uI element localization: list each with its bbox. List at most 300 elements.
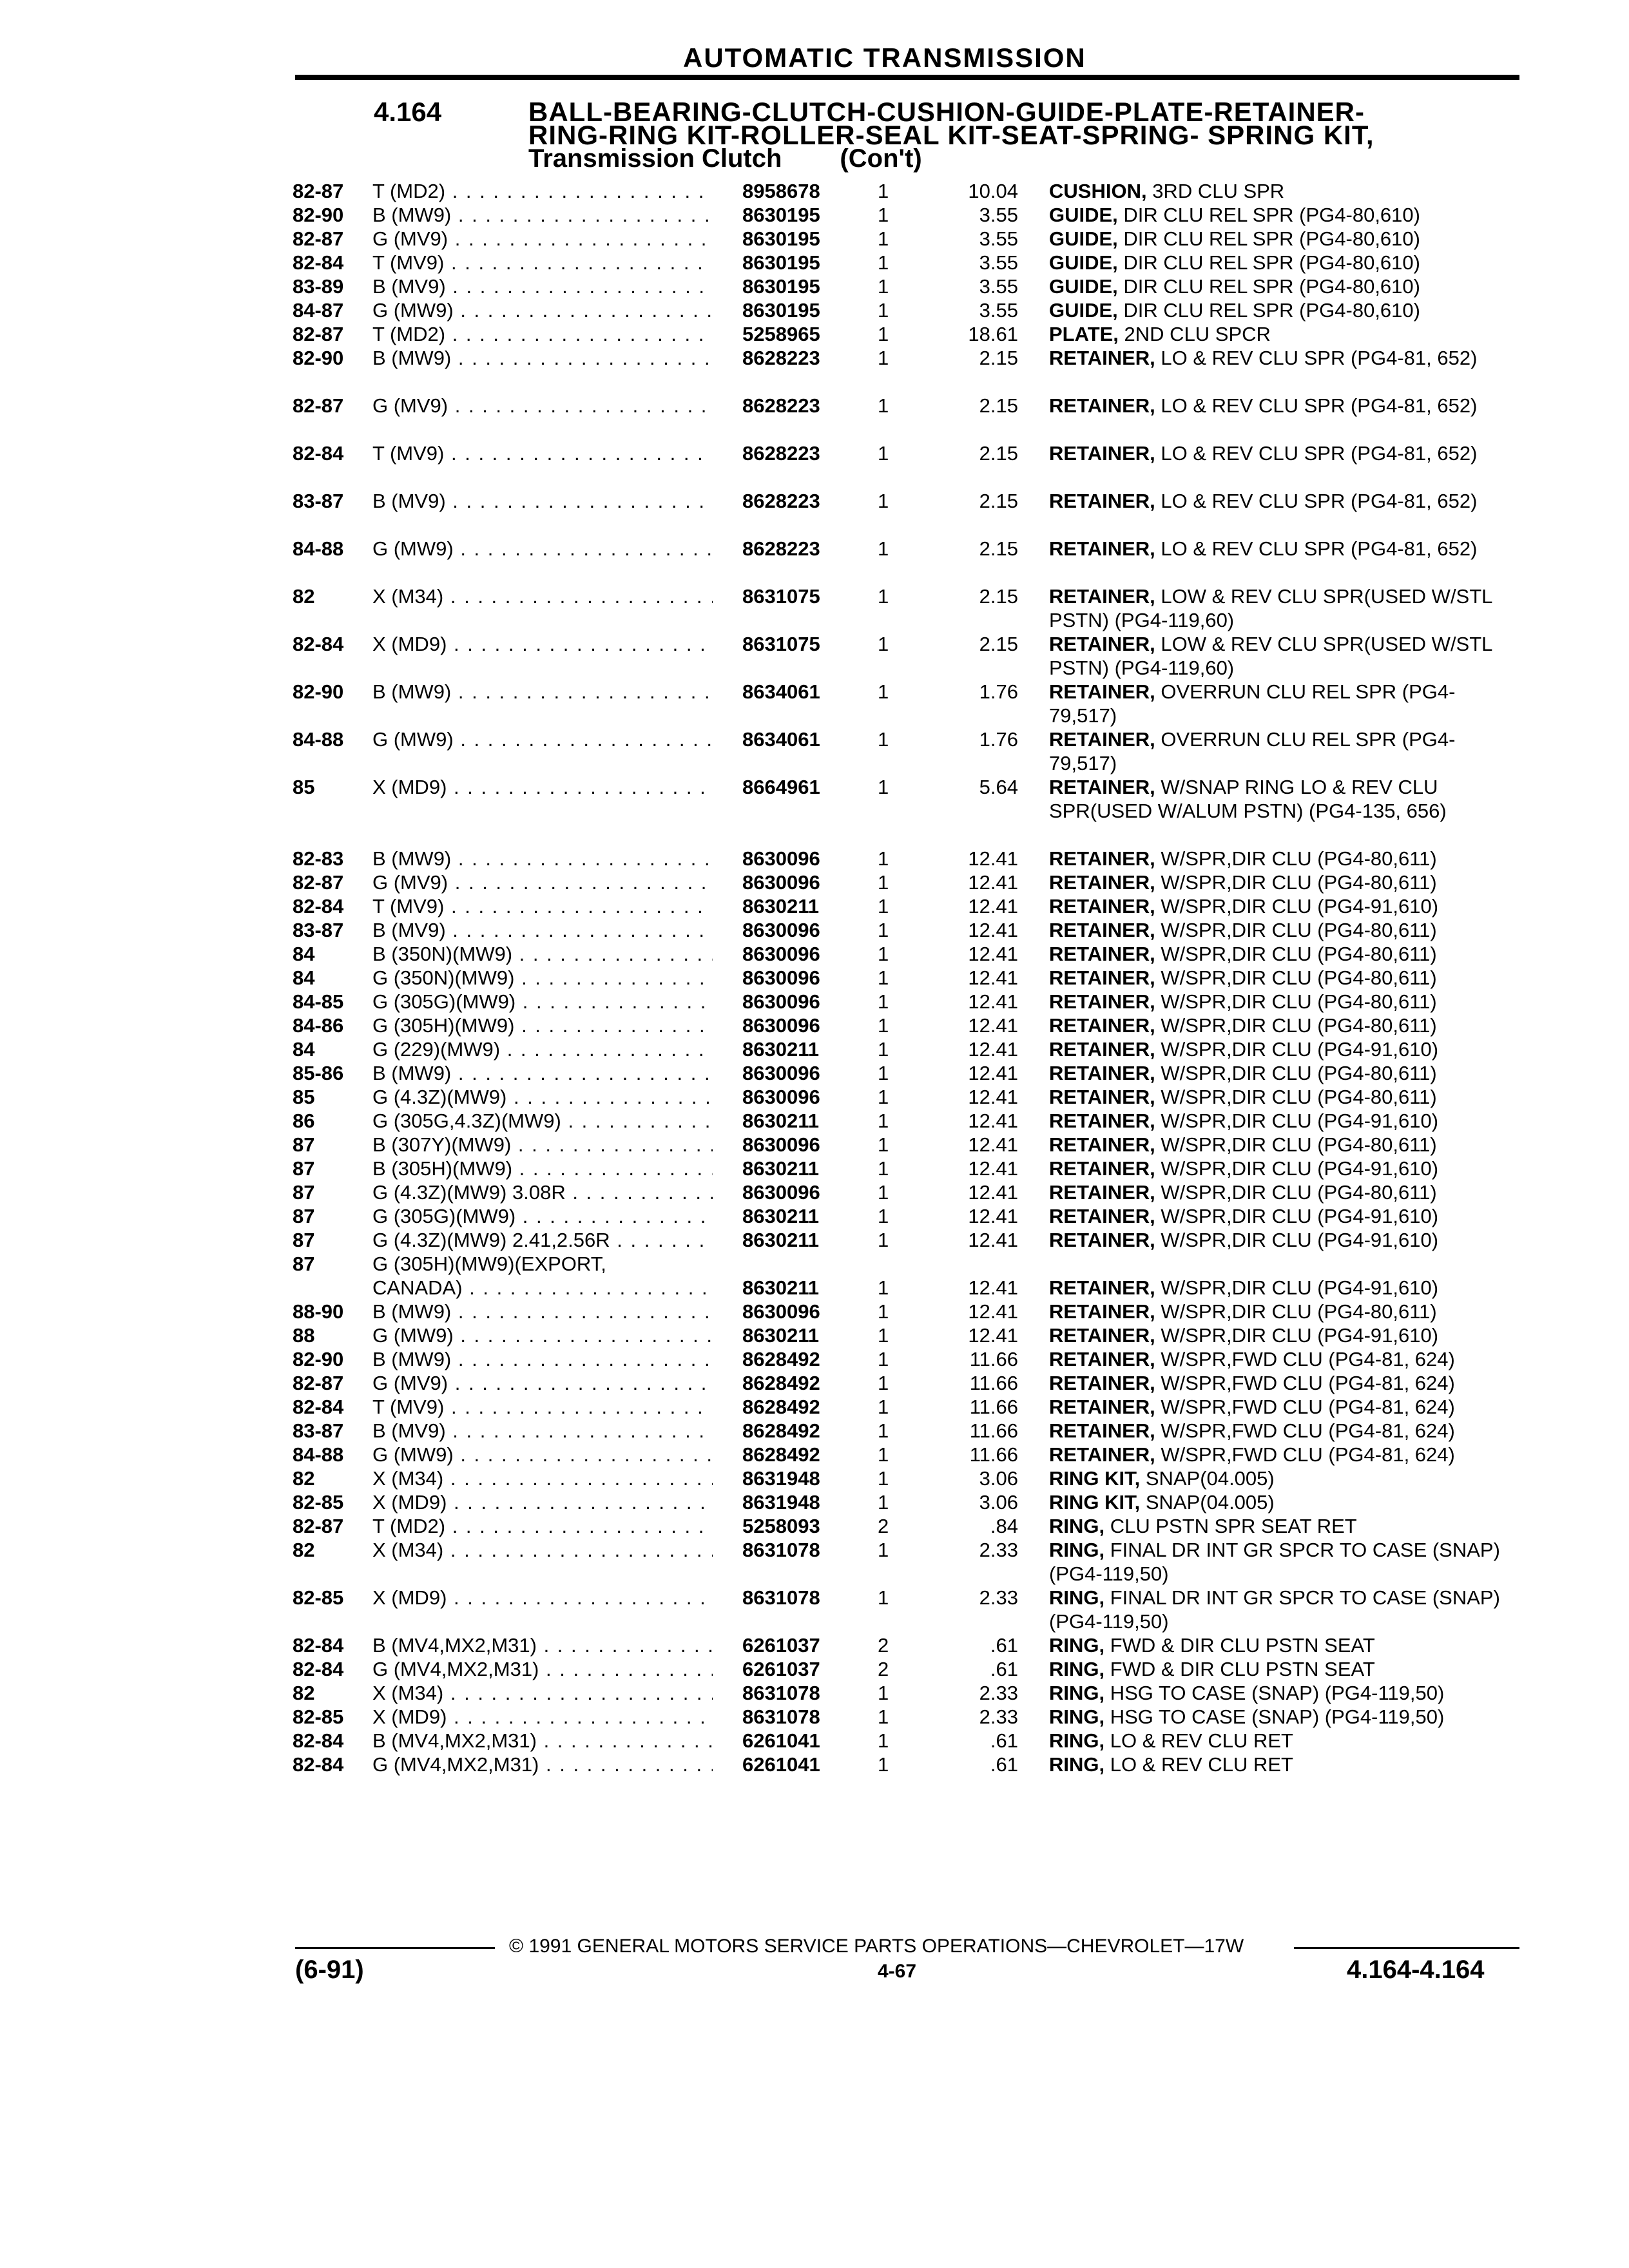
model-cell: B (MW9) . . . bbox=[372, 1347, 713, 1371]
table-row bbox=[0, 1490, 1629, 1514]
section-title-line1: BALL-BEARING-CLUTCH-CUSHION-GUIDE-PLATE-RETAINER- bbox=[528, 97, 1365, 127]
price-cell: .61 bbox=[990, 1634, 1018, 1657]
part-number-cell: 8631078 bbox=[742, 1586, 820, 1609]
price-cell: 12.41 bbox=[968, 1110, 1018, 1132]
part-description: W/SPR,DIR CLU (PG4-80,611) bbox=[1155, 966, 1437, 989]
description-cell bbox=[1049, 1538, 1513, 1586]
year-range-cell: 83-87 bbox=[293, 490, 344, 512]
price-cell: 11.66 bbox=[969, 1443, 1018, 1466]
part-name: RETAINER, bbox=[1049, 1229, 1155, 1251]
price-cell: .84 bbox=[990, 1515, 1018, 1537]
year-range-cell: 82-84 bbox=[293, 1658, 344, 1680]
table-row bbox=[0, 1395, 1629, 1419]
description-cell bbox=[1049, 1753, 1513, 1776]
part-number-cell: 8631078 bbox=[742, 1706, 820, 1728]
model-cell: G (305G)(MW9) . . . bbox=[372, 990, 713, 1014]
description-cell bbox=[1049, 680, 1513, 727]
header-rule bbox=[295, 75, 1519, 80]
year-range-cell: 84-85 bbox=[293, 990, 344, 1013]
table-row bbox=[0, 1252, 1629, 1276]
description-cell bbox=[1049, 1228, 1513, 1252]
price-cell: 3.06 bbox=[979, 1467, 1018, 1490]
quantity-cell: 1 bbox=[878, 1682, 889, 1704]
description-cell bbox=[1049, 1443, 1513, 1466]
part-description: W/SPR,DIR CLU (PG4-91,610) bbox=[1155, 895, 1439, 918]
table-row bbox=[0, 322, 1629, 346]
table-row bbox=[0, 441, 1629, 489]
price-cell: 11.66 bbox=[969, 1396, 1018, 1418]
description-cell bbox=[1049, 1133, 1513, 1157]
part-name: RING, bbox=[1049, 1682, 1105, 1704]
year-range-cell: 82-84 bbox=[293, 895, 344, 918]
price-cell: 12.41 bbox=[968, 1181, 1018, 1204]
description-cell bbox=[1049, 1109, 1513, 1133]
table-row bbox=[0, 870, 1629, 894]
part-name: RETAINER, bbox=[1049, 895, 1155, 918]
table-row bbox=[0, 1681, 1629, 1705]
description-cell bbox=[1049, 394, 1513, 418]
model-cell: X (M34) . . . bbox=[372, 584, 713, 608]
year-range-cell: 82 bbox=[293, 1682, 315, 1704]
model-cell: B (MW9) . . . bbox=[372, 346, 713, 370]
table-row bbox=[0, 1753, 1629, 1776]
part-name: RETAINER, bbox=[1049, 633, 1155, 655]
model-cell: B (MW9) . . . bbox=[372, 680, 713, 704]
model-cell: B (350N)(MW9) . . . bbox=[372, 942, 713, 966]
description-cell bbox=[1049, 1419, 1513, 1443]
description-cell bbox=[1049, 1633, 1513, 1657]
year-range-cell: 83-89 bbox=[293, 275, 344, 298]
part-name: PLATE, bbox=[1049, 323, 1119, 345]
year-range-cell: 85 bbox=[293, 776, 315, 798]
year-range-cell: 82-87 bbox=[293, 871, 344, 894]
quantity-cell: 1 bbox=[878, 1586, 889, 1609]
model-cell: G (305G,4.3Z)(MW9) . . . bbox=[372, 1109, 713, 1133]
part-name: GUIDE, bbox=[1049, 251, 1118, 274]
year-range-cell: 84-88 bbox=[293, 1443, 344, 1466]
table-row bbox=[0, 775, 1629, 847]
table-row bbox=[0, 1323, 1629, 1347]
continued-label: (Con't) bbox=[840, 144, 922, 173]
description-cell bbox=[1049, 489, 1513, 513]
part-name: RETAINER, bbox=[1049, 1110, 1155, 1132]
year-range-cell: 83-87 bbox=[293, 1419, 344, 1442]
table-row bbox=[0, 1085, 1629, 1109]
table-row bbox=[0, 1157, 1629, 1180]
quantity-cell: 1 bbox=[878, 1276, 889, 1299]
table-row bbox=[0, 918, 1629, 942]
year-range-cell: 82-83 bbox=[293, 847, 344, 870]
price-cell: 2.15 bbox=[979, 490, 1018, 512]
part-description: W/SPR,DIR CLU (PG4-80,611) bbox=[1155, 871, 1437, 894]
quantity-cell: 2 bbox=[878, 1634, 889, 1657]
part-description: CLU PSTN SPR SEAT RET bbox=[1104, 1515, 1357, 1537]
price-cell: 2.15 bbox=[979, 394, 1018, 417]
part-number-cell: 8634061 bbox=[742, 680, 820, 703]
part-description: LOW & REV CLU SPR(USED W/STL PSTN) (PG4-119,60) bbox=[1049, 585, 1492, 631]
part-description: LO & REV CLU SPR (PG4-81, 652) bbox=[1155, 442, 1478, 465]
part-name: RETAINER, bbox=[1049, 990, 1155, 1013]
year-range-cell: 84 bbox=[293, 1038, 315, 1061]
part-number-cell: 8634061 bbox=[742, 728, 820, 751]
part-number-cell: 8630211 bbox=[742, 1205, 819, 1227]
part-description: W/SPR,DIR CLU (PG4-91,610) bbox=[1155, 1229, 1439, 1251]
description-cell bbox=[1049, 1586, 1513, 1633]
part-name: RETAINER, bbox=[1049, 1157, 1155, 1180]
model-cell: G (4.3Z)(MW9) . . . bbox=[372, 1085, 713, 1109]
description-cell bbox=[1049, 775, 1513, 823]
part-description: W/SPR,DIR CLU (PG4-80,611) bbox=[1155, 1014, 1437, 1037]
price-cell: 2.15 bbox=[979, 633, 1018, 655]
quantity-cell: 2 bbox=[878, 1515, 889, 1537]
price-cell: .61 bbox=[990, 1658, 1018, 1680]
part-number-cell: 6261041 bbox=[742, 1753, 820, 1776]
quantity-cell: 2 bbox=[878, 1658, 889, 1680]
part-description: HSG TO CASE (SNAP) (PG4-119,50) bbox=[1104, 1682, 1445, 1704]
quantity-cell: 1 bbox=[878, 1133, 889, 1156]
model-cell: G (MV9) . . . bbox=[372, 1371, 713, 1395]
description-cell bbox=[1049, 322, 1513, 346]
part-name: RING KIT, bbox=[1049, 1491, 1141, 1514]
part-description: FWD & DIR CLU PSTN SEAT bbox=[1104, 1634, 1375, 1657]
part-name: RING, bbox=[1049, 1586, 1105, 1609]
price-cell: 2.15 bbox=[979, 537, 1018, 560]
part-description: DIR CLU REL SPR (PG4-80,610) bbox=[1117, 251, 1420, 274]
price-cell: 12.41 bbox=[968, 1205, 1018, 1227]
quantity-cell: 1 bbox=[878, 180, 889, 202]
price-cell: 5.64 bbox=[979, 776, 1018, 798]
part-name: RETAINER, bbox=[1049, 490, 1155, 512]
description-cell bbox=[1049, 1705, 1513, 1729]
description-cell bbox=[1049, 966, 1513, 990]
description-cell bbox=[1049, 727, 1513, 775]
year-range-cell: 85 bbox=[293, 1086, 315, 1108]
model-cell: G (305H)(MW9)(EXPORT, bbox=[372, 1253, 606, 1275]
quantity-cell: 1 bbox=[878, 847, 889, 870]
part-description: W/SPR,DIR CLU (PG4-80,611) bbox=[1155, 1062, 1437, 1084]
part-number-cell: 8628492 bbox=[742, 1419, 820, 1442]
part-number-cell: 8630195 bbox=[742, 299, 820, 322]
part-number-cell: 8628492 bbox=[742, 1372, 820, 1394]
part-number-cell: 8630211 bbox=[742, 1276, 819, 1299]
description-cell bbox=[1049, 1729, 1513, 1753]
price-cell: 2.33 bbox=[979, 1706, 1018, 1728]
description-cell bbox=[1049, 1490, 1513, 1514]
model-cell: B (MV4,MX2,M31) . . . bbox=[372, 1729, 713, 1753]
table-row bbox=[0, 1180, 1629, 1204]
quantity-cell: 1 bbox=[878, 251, 889, 274]
part-description: W/SPR,FWD CLU (PG4-81, 624) bbox=[1155, 1443, 1455, 1466]
quantity-cell: 1 bbox=[878, 1396, 889, 1418]
description-cell bbox=[1049, 1085, 1513, 1109]
table-row bbox=[0, 274, 1629, 298]
part-number-cell: 8628492 bbox=[742, 1443, 820, 1466]
description-cell bbox=[1049, 1514, 1513, 1538]
section-number: 4.164 bbox=[374, 97, 442, 127]
quantity-cell: 1 bbox=[878, 1062, 889, 1084]
part-number-cell: 8630195 bbox=[742, 227, 820, 250]
model-cell: T (MD2) . . . bbox=[372, 179, 713, 203]
description-cell bbox=[1049, 1300, 1513, 1323]
quantity-cell: 1 bbox=[878, 347, 889, 369]
table-row bbox=[0, 1633, 1629, 1657]
part-name: RING, bbox=[1049, 1515, 1105, 1537]
part-number-cell: 8628223 bbox=[742, 442, 820, 465]
table-row bbox=[0, 1419, 1629, 1443]
quantity-cell: 1 bbox=[878, 1157, 889, 1180]
part-description: W/SPR,DIR CLU (PG4-80,611) bbox=[1155, 1300, 1437, 1323]
price-cell: 12.41 bbox=[968, 1229, 1018, 1251]
part-name: RING, bbox=[1049, 1634, 1105, 1657]
description-cell bbox=[1049, 1157, 1513, 1180]
part-description: FWD & DIR CLU PSTN SEAT bbox=[1104, 1658, 1375, 1680]
part-name: RING KIT, bbox=[1049, 1467, 1141, 1490]
quantity-cell: 1 bbox=[878, 895, 889, 918]
description-cell bbox=[1049, 1061, 1513, 1085]
part-description: SNAP(04.005) bbox=[1140, 1467, 1275, 1490]
year-range-cell: 82-87 bbox=[293, 323, 344, 345]
table-row bbox=[0, 346, 1629, 394]
year-range-cell: 82-84 bbox=[293, 1396, 344, 1418]
part-number-cell: 5258965 bbox=[742, 323, 820, 345]
part-number-cell: 8630211 bbox=[742, 1157, 819, 1180]
year-range-cell: 82-84 bbox=[293, 1634, 344, 1657]
description-cell bbox=[1049, 203, 1513, 227]
year-range-cell: 82 bbox=[293, 1539, 315, 1561]
model-cell: B (MV9) . . . bbox=[372, 1419, 713, 1443]
quantity-cell: 1 bbox=[878, 943, 889, 965]
part-description: W/SPR,DIR CLU (PG4-91,610) bbox=[1155, 1110, 1439, 1132]
part-name: RETAINER, bbox=[1049, 1014, 1155, 1037]
year-range-cell: 86 bbox=[293, 1110, 315, 1132]
part-name: RETAINER, bbox=[1049, 919, 1155, 941]
table-row bbox=[0, 1514, 1629, 1538]
description-cell bbox=[1049, 179, 1513, 203]
price-cell: 12.41 bbox=[968, 943, 1018, 965]
table-row bbox=[0, 1466, 1629, 1490]
year-range-cell: 84-86 bbox=[293, 1014, 344, 1037]
part-description: OVERRUN CLU REL SPR (PG4-79,517) bbox=[1049, 728, 1456, 774]
model-cell: G (MW9) . . . bbox=[372, 537, 713, 561]
year-range-cell: 82-90 bbox=[293, 1348, 344, 1370]
part-number-cell: 8628223 bbox=[742, 347, 820, 369]
part-number-cell: 8631078 bbox=[742, 1539, 820, 1561]
quantity-cell: 1 bbox=[878, 1729, 889, 1752]
table-row bbox=[0, 179, 1629, 203]
model-cell: G (MV9) . . . bbox=[372, 227, 713, 251]
table-row bbox=[0, 966, 1629, 990]
part-name: RETAINER, bbox=[1049, 394, 1155, 417]
model-cell: G (305H)(MW9) . . . bbox=[372, 1014, 713, 1037]
description-cell bbox=[1049, 584, 1513, 632]
year-range-cell: 87 bbox=[293, 1157, 315, 1180]
part-number-cell: 8630096 bbox=[742, 1062, 820, 1084]
table-row bbox=[0, 584, 1629, 632]
price-cell: 3.55 bbox=[979, 275, 1018, 298]
part-number-cell: 8630096 bbox=[742, 847, 820, 870]
part-number-cell: 5258093 bbox=[742, 1515, 820, 1537]
part-number-cell: 8630096 bbox=[742, 990, 820, 1013]
year-range-cell: 85-86 bbox=[293, 1062, 344, 1084]
description-cell bbox=[1049, 942, 1513, 966]
part-name: GUIDE, bbox=[1049, 227, 1118, 250]
price-cell: 12.41 bbox=[968, 919, 1018, 941]
year-range-cell: 82-90 bbox=[293, 347, 344, 369]
model-cell: G (350N)(MW9) . . . bbox=[372, 966, 713, 990]
part-name: RING, bbox=[1049, 1706, 1105, 1728]
year-range-cell: 84-88 bbox=[293, 537, 344, 560]
price-cell: 12.41 bbox=[968, 895, 1018, 918]
model-cell: B (MV9) . . . bbox=[372, 274, 713, 298]
footer-date: (6-91) bbox=[295, 1956, 364, 1984]
model-cell: G (MW9) . . . bbox=[372, 1323, 713, 1347]
table-row bbox=[0, 1729, 1629, 1753]
model-cell: B (307Y)(MW9) . . . bbox=[372, 1133, 713, 1157]
part-description: DIR CLU REL SPR (PG4-80,610) bbox=[1117, 299, 1420, 322]
price-cell: 2.33 bbox=[979, 1586, 1018, 1609]
price-cell: 2.15 bbox=[979, 442, 1018, 465]
part-name: GUIDE, bbox=[1049, 204, 1118, 226]
part-description: W/SPR,FWD CLU (PG4-81, 624) bbox=[1155, 1348, 1455, 1370]
model-cell: B (MW9) . . . bbox=[372, 203, 713, 227]
part-name: RETAINER, bbox=[1049, 847, 1155, 870]
part-name: RETAINER, bbox=[1049, 1181, 1155, 1204]
part-description: LO & REV CLU SPR (PG4-81, 652) bbox=[1155, 347, 1478, 369]
table-row bbox=[0, 1276, 1629, 1300]
year-range-cell: 82-84 bbox=[293, 251, 344, 274]
price-cell: 12.41 bbox=[968, 966, 1018, 989]
year-range-cell: 83-87 bbox=[293, 919, 344, 941]
table-row bbox=[0, 1371, 1629, 1395]
table-row bbox=[0, 537, 1629, 584]
table-row bbox=[0, 251, 1629, 274]
model-cell: X (MD9) . . . bbox=[372, 632, 713, 656]
description-cell bbox=[1049, 990, 1513, 1014]
quantity-cell: 1 bbox=[878, 442, 889, 465]
part-name: RETAINER, bbox=[1049, 728, 1155, 751]
part-name: RETAINER, bbox=[1049, 1396, 1155, 1418]
part-number-cell: 8630211 bbox=[742, 1038, 819, 1061]
quantity-cell: 1 bbox=[878, 919, 889, 941]
part-description: W/SNAP RING LO & REV CLU SPR(USED W/ALUM PSTN) (PG4-135, 656) bbox=[1049, 776, 1447, 822]
model-cell: G (MV4,MX2,M31) . . . bbox=[372, 1753, 713, 1776]
description-cell bbox=[1049, 441, 1513, 465]
price-cell: 12.41 bbox=[968, 1276, 1018, 1299]
part-description: W/SPR,DIR CLU (PG4-91,610) bbox=[1155, 1205, 1439, 1227]
part-number-cell: 8630096 bbox=[742, 1300, 820, 1323]
quantity-cell: 1 bbox=[878, 1229, 889, 1251]
price-cell: 12.41 bbox=[968, 1086, 1018, 1108]
price-cell: 2.33 bbox=[979, 1682, 1018, 1704]
model-cell: T (MD2) . . . bbox=[372, 322, 713, 346]
model-cell: B (MW9) . . . bbox=[372, 847, 713, 870]
year-range-cell: 84-88 bbox=[293, 728, 344, 751]
part-number-cell: 8630096 bbox=[742, 1014, 820, 1037]
model-cell: B (MV9) . . . bbox=[372, 489, 713, 513]
part-description: W/SPR,FWD CLU (PG4-81, 624) bbox=[1155, 1372, 1455, 1394]
part-name: RETAINER, bbox=[1049, 1443, 1155, 1466]
price-cell: 1.76 bbox=[979, 680, 1018, 703]
description-cell bbox=[1049, 1323, 1513, 1347]
price-cell: 12.41 bbox=[968, 1324, 1018, 1347]
part-number-cell: 6261037 bbox=[742, 1658, 820, 1680]
price-cell: 12.41 bbox=[968, 847, 1018, 870]
year-range-cell: 82-87 bbox=[293, 394, 344, 417]
part-number-cell: 8630096 bbox=[742, 1133, 820, 1156]
part-description: W/SPR,DIR CLU (PG4-80,611) bbox=[1155, 1133, 1437, 1156]
model-cell: T (MV9) . . . bbox=[372, 251, 713, 274]
price-cell: 12.41 bbox=[968, 1300, 1018, 1323]
table-row bbox=[0, 489, 1629, 537]
quantity-cell: 1 bbox=[878, 323, 889, 345]
part-description: 2ND CLU SPCR bbox=[1118, 323, 1271, 345]
model-cell: G (MV9) . . . bbox=[372, 870, 713, 894]
price-cell: 12.41 bbox=[968, 1014, 1018, 1037]
model-cell: G (4.3Z)(MW9) 3.08R . . . bbox=[372, 1180, 713, 1204]
year-range-cell: 82-84 bbox=[293, 1729, 344, 1752]
table-row bbox=[0, 1347, 1629, 1371]
part-name: RETAINER, bbox=[1049, 537, 1155, 560]
part-description: LO & REV CLU RET bbox=[1104, 1753, 1293, 1776]
footer-page-number: 4-67 bbox=[878, 1961, 917, 1982]
part-name: RETAINER, bbox=[1049, 1062, 1155, 1084]
model-cell: T (MV9) . . . bbox=[372, 894, 713, 918]
quantity-cell: 1 bbox=[878, 633, 889, 655]
part-name: RETAINER, bbox=[1049, 1086, 1155, 1108]
table-row bbox=[0, 298, 1629, 322]
part-name: RETAINER, bbox=[1049, 943, 1155, 965]
section-title-line2: RING-RING KIT-ROLLER-SEAL KIT-SEAT-SPRING- SPRING KIT, bbox=[528, 120, 1374, 150]
model-cell: T (MD2) . . . bbox=[372, 1514, 713, 1538]
part-number-cell: 8630211 bbox=[742, 895, 819, 918]
year-range-cell: 82-87 bbox=[293, 227, 344, 250]
year-range-cell: 82-87 bbox=[293, 1372, 344, 1394]
part-name: RING, bbox=[1049, 1539, 1105, 1561]
year-range-cell: 82 bbox=[293, 585, 315, 608]
year-range-cell: 82-85 bbox=[293, 1586, 344, 1609]
part-name: RETAINER, bbox=[1049, 966, 1155, 989]
part-description: DIR CLU REL SPR (PG4-80,610) bbox=[1117, 275, 1420, 298]
table-row bbox=[0, 1443, 1629, 1466]
part-name: CUSHION, bbox=[1049, 180, 1147, 202]
quantity-cell: 1 bbox=[878, 1110, 889, 1132]
year-range-cell: 87 bbox=[293, 1253, 315, 1275]
table-row bbox=[0, 1300, 1629, 1323]
part-number-cell: 8630096 bbox=[742, 871, 820, 894]
model-cell: X (M34) . . . bbox=[372, 1681, 713, 1705]
year-range-cell: 82-90 bbox=[293, 204, 344, 226]
part-number-cell: 8631078 bbox=[742, 1682, 820, 1704]
quantity-cell: 1 bbox=[878, 1419, 889, 1442]
quantity-cell: 1 bbox=[878, 394, 889, 417]
part-name: RETAINER, bbox=[1049, 1348, 1155, 1370]
table-row bbox=[0, 1586, 1629, 1633]
quantity-cell: 1 bbox=[878, 1443, 889, 1466]
part-name: RETAINER, bbox=[1049, 1276, 1155, 1299]
part-name: RETAINER, bbox=[1049, 871, 1155, 894]
description-cell bbox=[1049, 1204, 1513, 1228]
model-cell: T (MV9) . . . bbox=[372, 441, 713, 465]
price-cell: 3.55 bbox=[979, 299, 1018, 322]
part-number-cell: 8630096 bbox=[742, 919, 820, 941]
year-range-cell: 87 bbox=[293, 1205, 315, 1227]
year-range-cell: 87 bbox=[293, 1181, 315, 1204]
year-range-cell: 82-85 bbox=[293, 1491, 344, 1514]
year-range-cell: 84-87 bbox=[293, 299, 344, 322]
part-name: RETAINER, bbox=[1049, 442, 1155, 465]
quantity-cell: 1 bbox=[878, 299, 889, 322]
price-cell: 3.55 bbox=[979, 204, 1018, 226]
